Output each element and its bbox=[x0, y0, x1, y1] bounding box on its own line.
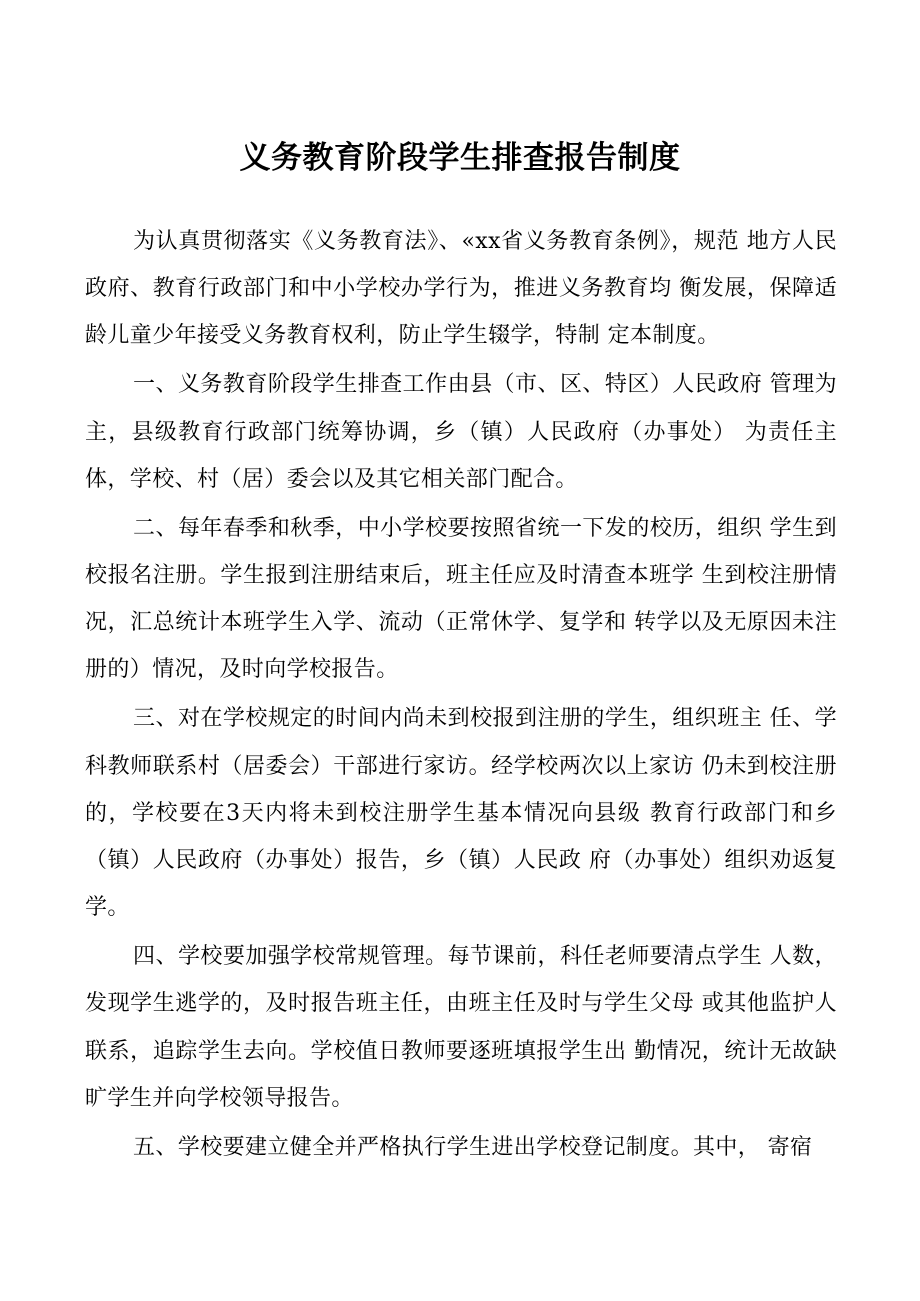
paragraph-section-1: 一、义务教育阶段学生排查工作由县（市、区、特区）人民政府 管理为主，县级教育行政部门统筹协调，乡（镇）人民政府（办事处） 为责任主体，学校、村（居）委会以及其它相关部门配合。 bbox=[85, 372, 837, 492]
paragraph-section-4: 四、学校要加强学校常规管理。每节课前，科任老师要清点学生 人数，发现学生逃学的，及时报告班主任，由班主任及时与学生父母 或其他监护人联系，追踪学生去向。学校值日教师要逐班填报学生出 勤情况，统计无故缺旷学生并向学校领导报告。 bbox=[85, 944, 837, 1111]
document-title: 义务教育阶段学生排查报告制度 bbox=[239, 140, 681, 176]
paragraph-section-2: 二、每年春季和秋季，中小学校要按照省统一下发的校历，组织 学生到校报名注册。学生报到注册结束后，班主任应及时清查本班学 生到校注册情况，汇总统计本班学生入学、流动（正常休学、复学和 转学以及无原因未注册的）情况，及时向学校报告。 bbox=[85, 515, 837, 683]
document-body bbox=[85, 218, 837, 1171]
paragraph-section-5: 五、学校要建立健全并严格执行学生进出学校登记制度。其中， 寄宿 bbox=[133, 1134, 813, 1160]
paragraph-intro: 为认真贯彻落实《义务教育法》、«xx省义务教育条例》，规范 地方人民政府、教育行政部门和中小学校办学行为，推进义务教育均 衡发展，保障适龄儿童少年接受义务教育权利，防止学生辍学，特制 定本制度。 bbox=[85, 229, 837, 349]
paragraph-section-3: 三、对在学校规定的时间内尚未到校报到注册的学生，组织班主 任、学科教师联系村（居委会）干部进行家访。经学校两次以上家访 仍未到校注册的，学校要在3天内将未到校注册学生基本情况向县级 教育行政部门和乡（镇）人民政府（办事处）报告，乡（镇）人民政 府（办事处）组织劝返复学。 bbox=[85, 706, 837, 921]
